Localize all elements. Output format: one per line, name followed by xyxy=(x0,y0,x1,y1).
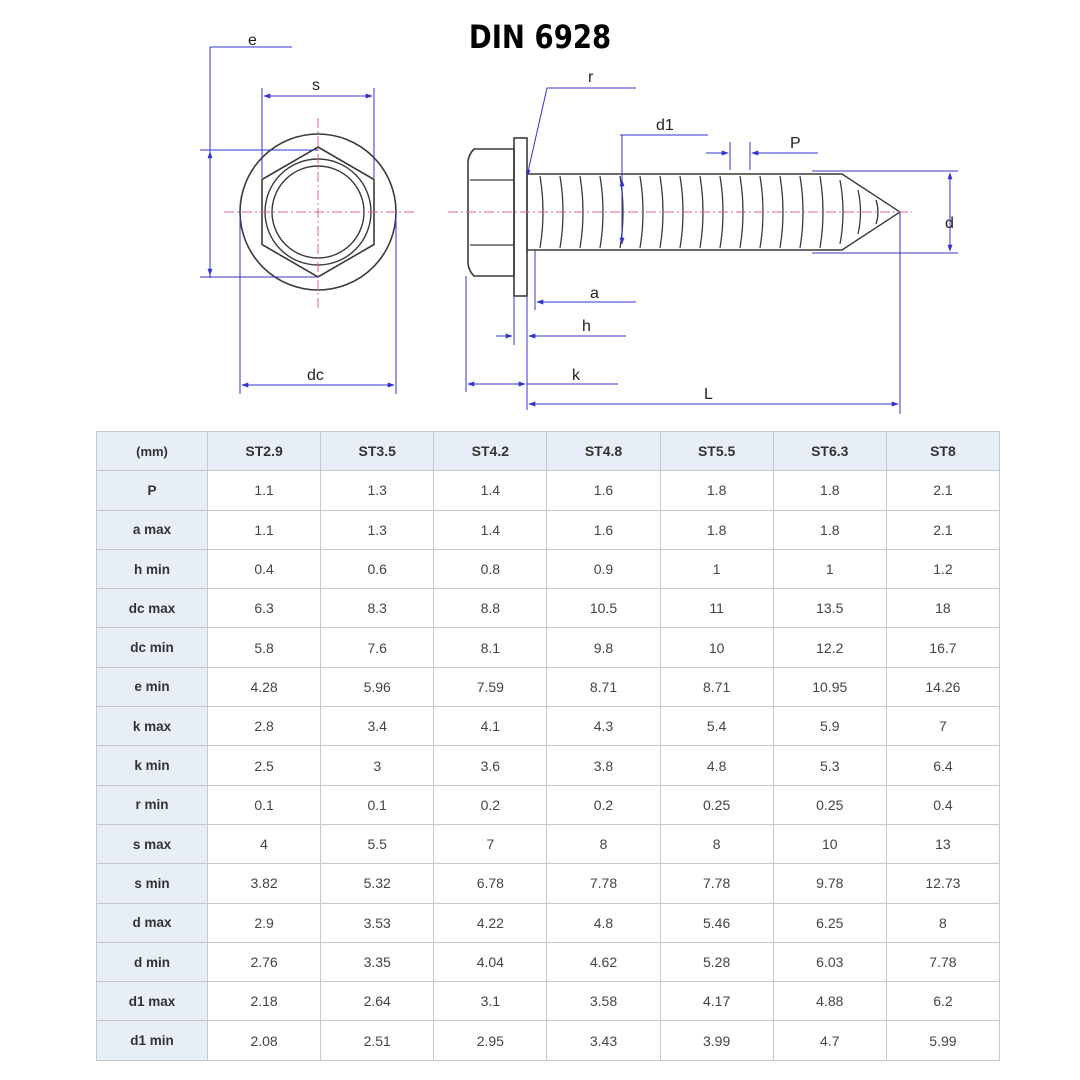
row-parameter-label: s min xyxy=(97,864,208,903)
table-cell: 4.17 xyxy=(660,982,773,1021)
table-cell: 3.8 xyxy=(547,746,660,785)
table-cell: 2.1 xyxy=(886,471,999,510)
table-cell: 0.25 xyxy=(773,785,886,824)
table-cell: 5.32 xyxy=(321,864,434,903)
table-cell: 6.4 xyxy=(886,746,999,785)
table-cell: 8.3 xyxy=(321,589,434,628)
table-cell: 9.8 xyxy=(547,628,660,667)
row-parameter-label: k max xyxy=(97,707,208,746)
table-cell: 5.4 xyxy=(660,707,773,746)
table-cell: 6.2 xyxy=(886,982,999,1021)
table-cell: 1.8 xyxy=(773,510,886,549)
dim-label-s: s xyxy=(312,77,320,94)
table-cell: 2.76 xyxy=(208,942,321,981)
table-cell: 4.22 xyxy=(434,903,547,942)
table-cell: 6.3 xyxy=(208,589,321,628)
column-header: ST6.3 xyxy=(773,432,886,471)
table-cell: 3.99 xyxy=(660,1021,773,1060)
table-cell: 2.1 xyxy=(886,510,999,549)
table-row xyxy=(97,589,1000,628)
table-cell: 0.1 xyxy=(208,785,321,824)
dim-label-r: r xyxy=(588,69,594,86)
table-cell: 16.7 xyxy=(886,628,999,667)
table-cell: 12.2 xyxy=(773,628,886,667)
table-cell: 5.46 xyxy=(660,903,773,942)
table-cell: 5.96 xyxy=(321,667,434,706)
table-cell: 1.4 xyxy=(434,471,547,510)
table-cell: 3.6 xyxy=(434,746,547,785)
column-header: ST4.8 xyxy=(547,432,660,471)
dim-label-a: a xyxy=(590,285,599,302)
table-cell: 1.8 xyxy=(773,471,886,510)
page-title: DIN 6928 xyxy=(468,18,612,56)
table-row xyxy=(97,785,1000,824)
dim-label-d1: d1 xyxy=(656,117,674,134)
table-cell: 4.04 xyxy=(434,942,547,981)
column-header: ST3.5 xyxy=(321,432,434,471)
table-cell: 5.8 xyxy=(208,628,321,667)
table-cell: 2.64 xyxy=(321,982,434,1021)
table-cell: 10.5 xyxy=(547,589,660,628)
table-cell: 2.18 xyxy=(208,982,321,1021)
table-cell: 4.3 xyxy=(547,707,660,746)
table-row xyxy=(97,942,1000,981)
side-view xyxy=(448,69,958,414)
table-cell: 0.4 xyxy=(208,549,321,588)
table-row xyxy=(97,471,1000,510)
table-cell: 5.5 xyxy=(321,824,434,863)
row-parameter-label: dc max xyxy=(97,589,208,628)
table-cell: 7 xyxy=(434,824,547,863)
table-cell: 8.8 xyxy=(434,589,547,628)
table-cell: 14.26 xyxy=(886,667,999,706)
table-cell: 4.1 xyxy=(434,707,547,746)
row-parameter-label: d1 min xyxy=(97,1021,208,1060)
table-cell: 4.7 xyxy=(773,1021,886,1060)
table-cell: 8.71 xyxy=(547,667,660,706)
table-body xyxy=(97,471,1000,1060)
row-parameter-label: a max xyxy=(97,510,208,549)
table-cell: 2.8 xyxy=(208,707,321,746)
table-cell: 1.1 xyxy=(208,471,321,510)
table-cell: 3.35 xyxy=(321,942,434,981)
table-cell: 2.5 xyxy=(208,746,321,785)
table-cell: 2.08 xyxy=(208,1021,321,1060)
dim-label-e: e xyxy=(248,32,257,49)
table-cell: 0.9 xyxy=(547,549,660,588)
table-cell: 5.28 xyxy=(660,942,773,981)
table-cell: 13 xyxy=(886,824,999,863)
table-cell: 1.6 xyxy=(547,510,660,549)
table-cell: 9.78 xyxy=(773,864,886,903)
unit-header: (mm) xyxy=(97,432,208,471)
table-cell: 3.43 xyxy=(547,1021,660,1060)
row-parameter-label: d1 max xyxy=(97,982,208,1021)
table-row xyxy=(97,1021,1000,1060)
table-header-row xyxy=(97,432,1000,471)
table-cell: 8 xyxy=(547,824,660,863)
table-cell: 13.5 xyxy=(773,589,886,628)
table-cell: 8 xyxy=(660,824,773,863)
table-row xyxy=(97,824,1000,863)
spec-table xyxy=(96,431,1000,1061)
table-row xyxy=(97,864,1000,903)
table-row xyxy=(97,628,1000,667)
table-cell: 2.51 xyxy=(321,1021,434,1060)
table-cell: 2.9 xyxy=(208,903,321,942)
table-cell: 3 xyxy=(321,746,434,785)
table-cell: 5.3 xyxy=(773,746,886,785)
table-cell: 1.2 xyxy=(886,549,999,588)
row-parameter-label: d min xyxy=(97,942,208,981)
table-row xyxy=(97,982,1000,1021)
table-cell: 4.62 xyxy=(547,942,660,981)
table-cell: 0.4 xyxy=(886,785,999,824)
table-cell: 4.88 xyxy=(773,982,886,1021)
table-cell: 8.1 xyxy=(434,628,547,667)
end-view xyxy=(200,32,414,394)
table-cell: 0.8 xyxy=(434,549,547,588)
table-cell: 5.9 xyxy=(773,707,886,746)
column-header: ST5.5 xyxy=(660,432,773,471)
dim-label-k: k xyxy=(572,367,580,384)
table-cell: 7.78 xyxy=(547,864,660,903)
table-cell: 0.6 xyxy=(321,549,434,588)
table-cell: 1.8 xyxy=(660,510,773,549)
table-cell: 0.25 xyxy=(660,785,773,824)
table-cell: 1.3 xyxy=(321,471,434,510)
table-cell: 4.8 xyxy=(547,903,660,942)
table-cell: 3.53 xyxy=(321,903,434,942)
table-row xyxy=(97,510,1000,549)
table-cell: 11 xyxy=(660,589,773,628)
row-parameter-label: e min xyxy=(97,667,208,706)
table-cell: 4.28 xyxy=(208,667,321,706)
dim-label-l: L xyxy=(704,386,713,403)
table-cell: 1.3 xyxy=(321,510,434,549)
row-parameter-label: dc min xyxy=(97,628,208,667)
technical-drawing xyxy=(0,0,1080,430)
table-cell: 1.8 xyxy=(660,471,773,510)
table-cell: 0.1 xyxy=(321,785,434,824)
table-cell: 8.71 xyxy=(660,667,773,706)
table-cell: 3.82 xyxy=(208,864,321,903)
table-cell: 10.95 xyxy=(773,667,886,706)
row-parameter-label: P xyxy=(97,471,208,510)
table-cell: 1.4 xyxy=(434,510,547,549)
table-cell: 10 xyxy=(773,824,886,863)
dim-label-h: h xyxy=(582,318,591,335)
row-parameter-label: k min xyxy=(97,746,208,785)
table-cell: 6.25 xyxy=(773,903,886,942)
table-cell: 4 xyxy=(208,824,321,863)
table-row xyxy=(97,903,1000,942)
row-parameter-label: s max xyxy=(97,824,208,863)
table-cell: 4.8 xyxy=(660,746,773,785)
table-cell: 10 xyxy=(660,628,773,667)
row-parameter-label: h min xyxy=(97,549,208,588)
table-cell: 7.78 xyxy=(886,942,999,981)
table-cell: 1.1 xyxy=(208,510,321,549)
table-cell: 8 xyxy=(886,903,999,942)
table-cell: 0.2 xyxy=(547,785,660,824)
washer-flange xyxy=(514,138,527,296)
table-cell: 3.4 xyxy=(321,707,434,746)
table-row xyxy=(97,707,1000,746)
table-cell: 3.58 xyxy=(547,982,660,1021)
table-cell: 7.59 xyxy=(434,667,547,706)
table-cell: 5.99 xyxy=(886,1021,999,1060)
table-cell: 6.78 xyxy=(434,864,547,903)
table-cell: 3.1 xyxy=(434,982,547,1021)
row-parameter-label: r min xyxy=(97,785,208,824)
table-row xyxy=(97,549,1000,588)
column-header: ST2.9 xyxy=(208,432,321,471)
table-row xyxy=(97,667,1000,706)
table-cell: 0.2 xyxy=(434,785,547,824)
table-cell: 7 xyxy=(886,707,999,746)
table-cell: 7.78 xyxy=(660,864,773,903)
column-header: ST8 xyxy=(886,432,999,471)
dim-label-p: P xyxy=(790,135,801,152)
table-cell: 12.73 xyxy=(886,864,999,903)
table-cell: 1 xyxy=(660,549,773,588)
column-header: ST4.2 xyxy=(434,432,547,471)
table-cell: 7.6 xyxy=(321,628,434,667)
dim-label-d: d xyxy=(945,215,954,232)
table-cell: 6.03 xyxy=(773,942,886,981)
table-row xyxy=(97,746,1000,785)
table-cell: 2.95 xyxy=(434,1021,547,1060)
table-cell: 1.6 xyxy=(547,471,660,510)
table-cell: 1 xyxy=(773,549,886,588)
table-cell: 18 xyxy=(886,589,999,628)
dim-label-dc: dc xyxy=(307,367,324,384)
row-parameter-label: d max xyxy=(97,903,208,942)
